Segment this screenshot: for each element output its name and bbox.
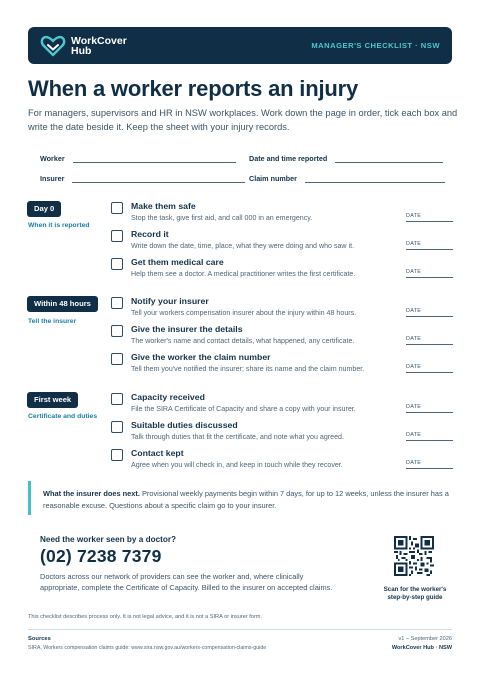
callout-text: Provisional weekly payments begin within 7 days, for up to 12 weeks, unless the insurer has a reasonable excuse. Questions about a specific claim go to your insurer. <box>43 489 449 510</box>
doctor-question: Need the worker seen by a doctor? <box>40 535 177 544</box>
page-title: When a worker reports an injury <box>28 76 358 101</box>
sources-heading: Sources <box>28 636 51 642</box>
task-title: Contact kept <box>131 448 184 458</box>
task-item <box>111 296 456 322</box>
insurer-field[interactable] <box>40 174 245 183</box>
brand-footer: WorkCover Hub · NSW <box>391 645 452 651</box>
checkbox[interactable] <box>111 325 123 337</box>
doctor-text: Doctors across our network of providers can see the worker and, where clinically appropriate, complete the Certificate of Capacity. Billed to the insurer on accepted claims. <box>40 572 333 592</box>
heart-shield-icon <box>40 35 66 57</box>
date-field[interactable]: DATE <box>406 241 453 250</box>
header-bar <box>28 27 452 64</box>
task-item <box>111 324 456 350</box>
checkbox[interactable] <box>111 297 123 309</box>
doctor-phone[interactable]: (02) 7238 7379 <box>40 546 162 566</box>
checkbox[interactable] <box>111 258 123 270</box>
task-description: Talk through duties that fit the certificate, and note what you agreed. <box>131 433 344 441</box>
insurer-label: Insurer <box>40 174 65 183</box>
task-description: Tell them you've notified the insurer; share its name and the claim number. <box>131 365 365 373</box>
task-item <box>111 392 456 418</box>
date-field[interactable]: DATE <box>406 404 453 413</box>
checkbox[interactable] <box>111 421 123 433</box>
task-title: Notify your insurer <box>131 296 209 306</box>
callout-lead: What the insurer does next. <box>43 489 140 498</box>
stage-badge-48-hours: Within 48 hours <box>27 296 98 312</box>
worker-line[interactable] <box>73 155 236 163</box>
qr-caption-line-2: step-by-step guide <box>387 594 443 601</box>
date-field[interactable]: DATE <box>406 308 453 317</box>
worker-field[interactable] <box>40 154 236 163</box>
task-item <box>111 201 456 227</box>
task-description: Stop the task, give first aid, and call 000 in an emergency. <box>131 214 313 222</box>
task-title: Make them safe <box>131 201 196 211</box>
checkbox[interactable] <box>111 449 123 461</box>
insurer-callout <box>28 481 452 515</box>
task-description: Help them see a doctor. A medical practitioner writes the first certificate. <box>131 270 356 278</box>
stage-badge-first-week: First week <box>27 392 78 408</box>
task-item <box>111 420 456 446</box>
task-description: Write down the date, time, place, what they were doing and who saw it. <box>131 242 355 250</box>
date-field[interactable]: DATE <box>406 364 453 373</box>
insurer-line[interactable] <box>72 175 245 183</box>
worker-label: Worker <box>40 154 65 163</box>
stage-sub-day-0: When it is reported <box>28 222 90 229</box>
task-description: The worker's name and contact details, what happened, any certificate. <box>131 337 355 345</box>
task-title: Record it <box>131 229 169 239</box>
claim-label: Claim number <box>249 174 297 183</box>
task-title: Get them medical care <box>131 257 224 267</box>
task-title: Capacity received <box>131 392 205 402</box>
stage-sub-48-hours: Tell the insurer <box>28 318 77 325</box>
checkbox[interactable] <box>111 393 123 405</box>
task-item <box>111 352 456 378</box>
date-field[interactable]: DATE <box>406 213 453 222</box>
task-title: Give the insurer the details <box>131 324 243 334</box>
date-field[interactable]: DATE <box>406 460 453 469</box>
checkbox[interactable] <box>111 230 123 242</box>
task-description: File the SIRA Certificate of Capacity and share a copy with your insurer. <box>131 405 356 413</box>
logo-line-1: WorkCover <box>71 34 127 47</box>
intro-text: For managers, supervisors and HR in NSW workplaces. Work down the page in order, tick each box and write the date beside it. Keep the sheet with your injury records. <box>28 108 458 132</box>
claim-line[interactable] <box>305 175 445 183</box>
date-field[interactable]: DATE <box>406 269 453 278</box>
task-title: Suitable duties discussed <box>131 420 238 430</box>
header-tag: MANAGER'S CHECKLIST · NSW <box>311 41 440 50</box>
logo-line-2: Hub <box>71 44 92 57</box>
datetime-line[interactable] <box>335 155 443 163</box>
task-item <box>111 257 456 283</box>
datetime-field[interactable] <box>249 154 443 163</box>
stage-sub-first-week: Certificate and duties <box>28 413 98 420</box>
task-item <box>111 448 456 474</box>
disclaimer: This checklist describes process only. It is not legal advice, and it is not a SIRA or insurer form. <box>28 614 262 620</box>
task-title: Give the worker the claim number <box>131 352 271 362</box>
date-field[interactable]: DATE <box>406 432 453 441</box>
qr-code-icon[interactable] <box>394 536 434 576</box>
date-field[interactable]: DATE <box>406 336 453 345</box>
datetime-label: Date and time reported <box>249 154 328 163</box>
logo <box>40 35 127 57</box>
version-label: v1 – September 2026 <box>398 636 452 642</box>
stage-badge-day-0: Day 0 <box>27 201 61 217</box>
footer-divider <box>28 629 452 630</box>
qr-caption-line-1: Scan for the worker's <box>383 586 447 593</box>
task-item <box>111 229 456 255</box>
checkbox[interactable] <box>111 202 123 214</box>
task-description: Tell your workers compensation insurer about the injury within 48 hours. <box>131 309 357 317</box>
qr-caption <box>376 586 454 602</box>
sources-text[interactable]: SIRA, Workers compensation claims guide: www.sira.nsw.gov.au/workers-compensation-claims-guide <box>28 645 267 651</box>
checkbox[interactable] <box>111 353 123 365</box>
claim-field[interactable] <box>249 174 445 183</box>
task-description: Agree when you will check in, and keep in touch while they recover. <box>131 461 343 469</box>
